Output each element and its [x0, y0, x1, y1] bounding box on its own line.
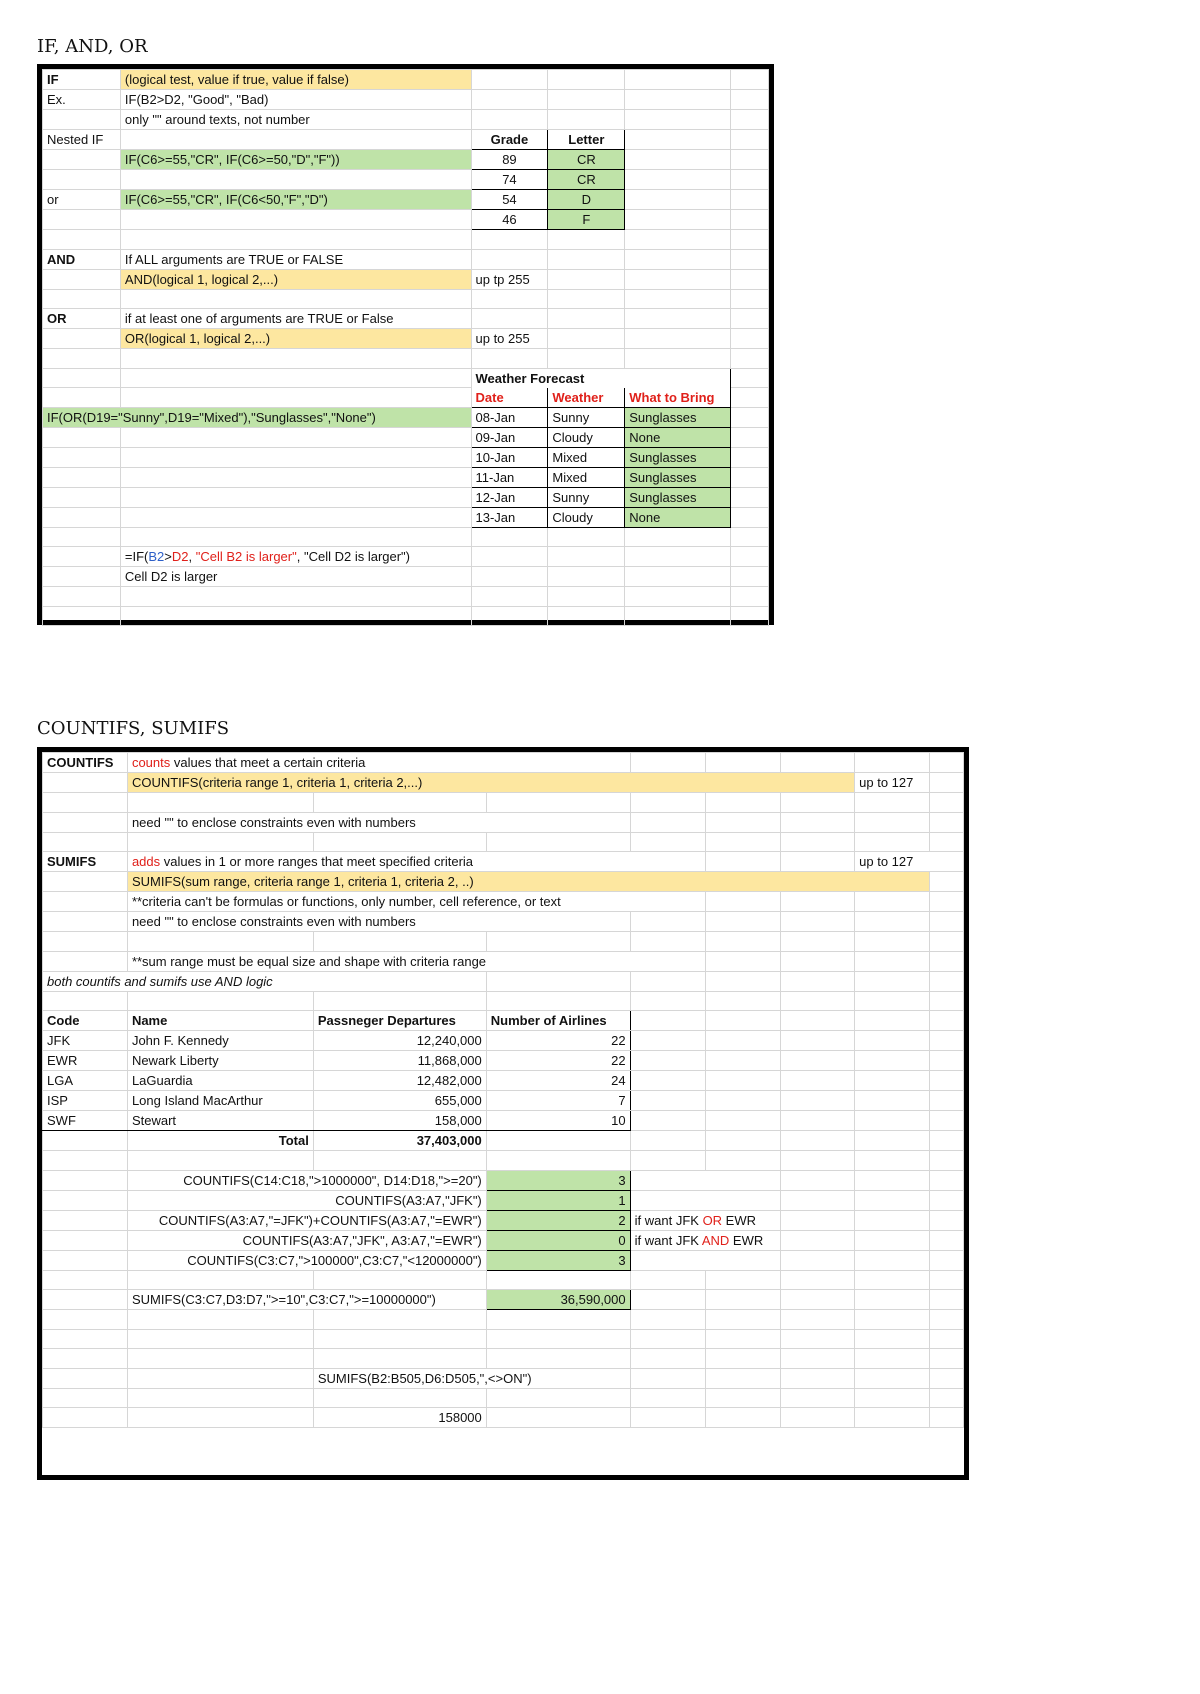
countifs-example-formula[interactable]: COUNTIFS(A3:A7,"=JFK")+COUNTIFS(A3:A7,"=EWR"): [127, 1210, 486, 1230]
airport-code[interactable]: EWR: [43, 1051, 128, 1071]
weather-formula[interactable]: IF(OR(D19="Sunny",D19="Mixed"),"Sunglasses","None"): [43, 407, 472, 427]
sumifs-note-criteria[interactable]: **criteria can't be formulas or functions, only number, cell reference, or text: [127, 892, 705, 912]
airport-code-header[interactable]: Code: [43, 1011, 128, 1031]
total-label[interactable]: Total: [127, 1131, 313, 1151]
airport-airlines[interactable]: 22: [486, 1051, 630, 1071]
countifs-example-result[interactable]: 2: [486, 1210, 630, 1230]
if-syntax[interactable]: (logical test, value if true, value if false): [120, 70, 471, 90]
airport-code[interactable]: LGA: [43, 1071, 128, 1091]
formula-ref-d2: D2: [171, 549, 189, 564]
weather-date-header[interactable]: Date: [471, 388, 548, 408]
or-desc[interactable]: if at least one of arguments are TRUE or False: [120, 309, 471, 329]
sumifs-label[interactable]: SUMIFS: [43, 852, 128, 872]
countifs-desc-highlight: counts: [131, 755, 171, 770]
countifs-example-formula[interactable]: COUNTIFS(A3:A7,"JFK"): [127, 1190, 486, 1210]
countifs-example-note[interactable]: [630, 1230, 780, 1250]
and-label[interactable]: AND: [43, 249, 121, 269]
note-operator: OR: [702, 1212, 723, 1228]
and-syntax[interactable]: AND(logical 1, logical 2,...): [120, 269, 471, 289]
airport-airlines[interactable]: 10: [486, 1111, 630, 1131]
airport-name[interactable]: Newark Liberty: [127, 1051, 313, 1071]
airport-name[interactable]: Long Island MacArthur: [127, 1091, 313, 1111]
note-operator: AND: [701, 1232, 730, 1248]
sumifs-limit[interactable]: up to 127: [855, 852, 964, 872]
note-text: EWR: [729, 1232, 764, 1248]
countifs-example-formula[interactable]: COUNTIFS(C3:C7,">100000",C3:C7,"<12000000"): [127, 1250, 486, 1270]
weather-weather-header[interactable]: Weather: [548, 388, 625, 408]
airport-airlines[interactable]: 24: [486, 1071, 630, 1091]
airport-name[interactable]: John F. Kennedy: [127, 1031, 313, 1051]
section-title-if-and-or: IF, AND, OR: [37, 36, 148, 57]
weather-bring[interactable]: Sunglasses: [625, 407, 731, 427]
airport-airlines[interactable]: 7: [486, 1091, 630, 1111]
airport-departures[interactable]: 11,868,000: [313, 1051, 486, 1071]
sumifs-desc[interactable]: [127, 852, 705, 872]
nested-if-formula[interactable]: IF(C6>=55,"CR", IF(C6>=50,"D","F")): [120, 150, 471, 170]
formula-prefix: =IF(: [124, 549, 149, 564]
letter-cell[interactable]: CR: [548, 150, 625, 170]
formula-operator: >: [164, 549, 172, 564]
logic-note[interactable]: both countifs and sumifs use AND logic: [43, 971, 487, 991]
weather-bring-header[interactable]: What to Bring: [625, 388, 731, 408]
airport-airlines[interactable]: 22: [486, 1031, 630, 1051]
countifs-example-note[interactable]: [630, 1190, 780, 1210]
letter-cell[interactable]: D: [548, 190, 625, 210]
sumifs-example-formula[interactable]: SUMIFS(C3:C7,D3:D7,">=10",C3:C7,">=10000000"): [127, 1290, 486, 1310]
nested-if-label[interactable]: Nested IF: [43, 130, 121, 150]
total-value[interactable]: 37,403,000: [313, 1131, 486, 1151]
weather-date[interactable]: 08-Jan: [471, 407, 548, 427]
and-desc[interactable]: If ALL arguments are TRUE or FALSE: [120, 249, 471, 269]
if-and-or-sheet: [37, 64, 774, 625]
sumifs-example2-result[interactable]: 158000: [313, 1408, 486, 1428]
airport-departures[interactable]: 12,482,000: [313, 1071, 486, 1091]
countifs-sumifs-sheet: [37, 747, 969, 1480]
countifs-label[interactable]: COUNTIFS: [43, 753, 128, 773]
sumifs-desc-highlight: adds: [131, 854, 161, 869]
countifs-desc[interactable]: [127, 753, 630, 773]
note-text: if want JFK: [634, 1232, 702, 1248]
sumifs-note-quotes[interactable]: need "" to enclose constraints even with numbers: [127, 912, 630, 932]
countifs-example-result[interactable]: 3: [486, 1170, 630, 1190]
airport-departures[interactable]: 12,240,000: [313, 1031, 486, 1051]
letter-cell[interactable]: CR: [548, 170, 625, 190]
weather-condition[interactable]: Cloudy: [548, 427, 625, 447]
countifs-example-note[interactable]: [630, 1210, 780, 1230]
airport-code[interactable]: ISP: [43, 1091, 128, 1111]
if-label[interactable]: IF: [43, 70, 121, 90]
countifs-limit[interactable]: up to 127: [855, 773, 930, 793]
weather-bring[interactable]: Sunglasses: [625, 447, 731, 467]
grade-header[interactable]: Grade: [471, 130, 548, 150]
weather-date[interactable]: 10-Jan: [471, 447, 548, 467]
grade-cell[interactable]: 89: [471, 150, 548, 170]
or-limit[interactable]: up to 255: [471, 329, 548, 349]
formula-ref-b2: B2: [148, 549, 165, 564]
letter-cell[interactable]: F: [548, 210, 625, 230]
weather-bring[interactable]: None: [625, 507, 731, 527]
sumifs-syntax[interactable]: SUMIFS(sum range, criteria range 1, criteria 1, criteria 2, ..): [127, 872, 929, 892]
countifs-note[interactable]: need "" to enclose constraints even with numbers: [127, 812, 630, 832]
grade-cell[interactable]: 54: [471, 190, 548, 210]
weather-condition[interactable]: Cloudy: [548, 507, 625, 527]
airport-name-header[interactable]: Name: [127, 1011, 313, 1031]
weather-bring[interactable]: Sunglasses: [625, 487, 731, 507]
airport-name[interactable]: LaGuardia: [127, 1071, 313, 1091]
cell-compare-result[interactable]: Cell D2 is larger: [120, 567, 471, 587]
ex-label[interactable]: Ex.: [43, 90, 121, 110]
countifs-sumifs-grid: [42, 752, 964, 1428]
airport-code[interactable]: JFK: [43, 1031, 128, 1051]
weather-condition[interactable]: Sunny: [548, 487, 625, 507]
ex-formula[interactable]: IF(B2>D2, "Good", "Bad): [120, 90, 471, 110]
weather-title[interactable]: Weather Forecast: [471, 368, 731, 388]
note-text: if want JFK: [634, 1212, 703, 1228]
countifs-example-formula[interactable]: COUNTIFS(C14:C18,">1000000", D14:D18,">=20"): [127, 1170, 486, 1190]
weather-date[interactable]: 13-Jan: [471, 507, 548, 527]
grade-cell[interactable]: 46: [471, 210, 548, 230]
weather-condition[interactable]: Mixed: [548, 467, 625, 487]
if-and-or-grid: [42, 69, 769, 626]
countifs-example-note[interactable]: [630, 1250, 780, 1270]
airport-departures[interactable]: 158,000: [313, 1111, 486, 1131]
airport-name[interactable]: Stewart: [127, 1111, 313, 1131]
or-syntax[interactable]: OR(logical 1, logical 2,...): [120, 329, 471, 349]
sumifs-example2-formula[interactable]: SUMIFS(B2:B505,D6:D505,",<>ON"): [313, 1368, 630, 1388]
or-label[interactable]: or: [43, 190, 121, 210]
countifs-example-result[interactable]: 1: [486, 1190, 630, 1210]
weather-date[interactable]: 11-Jan: [471, 467, 548, 487]
formula-true-text: "Cell B2 is larger": [195, 549, 297, 564]
airport-departures[interactable]: 655,000: [313, 1091, 486, 1111]
weather-condition[interactable]: Mixed: [548, 447, 625, 467]
countifs-desc-text: values that meet a certain criteria: [170, 755, 366, 770]
note-text: EWR: [722, 1212, 757, 1228]
formula-comma: ,: [188, 549, 196, 564]
formula-rest: , "Cell D2 is larger"): [296, 549, 411, 564]
countifs-syntax[interactable]: COUNTIFS(criteria range 1, criteria 1, criteria 2,...): [127, 773, 854, 793]
or-function-label[interactable]: OR: [43, 309, 121, 329]
weather-date[interactable]: 09-Jan: [471, 427, 548, 447]
sumifs-desc-text: values in 1 or more ranges that meet specified criteria: [160, 854, 474, 869]
sumifs-example-result[interactable]: 36,590,000: [486, 1290, 630, 1310]
ex-note[interactable]: only "" around texts, not number: [120, 110, 471, 130]
airport-departures-header[interactable]: Passneger Departures: [313, 1011, 486, 1031]
weather-bring[interactable]: Sunglasses: [625, 467, 731, 487]
and-limit[interactable]: up tp 255: [471, 269, 548, 289]
airport-code[interactable]: SWF: [43, 1111, 128, 1131]
weather-bring[interactable]: None: [625, 427, 731, 447]
countifs-example-result[interactable]: 3: [486, 1250, 630, 1270]
weather-condition[interactable]: Sunny: [548, 407, 625, 427]
section-title-countifs-sumifs: COUNTIFS, SUMIFS: [37, 718, 230, 739]
airport-airlines-header[interactable]: Number of Airlines: [486, 1011, 630, 1031]
letter-header[interactable]: Letter: [548, 130, 625, 150]
cell-compare-formula[interactable]: [120, 547, 471, 567]
weather-date[interactable]: 12-Jan: [471, 487, 548, 507]
countifs-example-formula[interactable]: COUNTIFS(A3:A7,"JFK", A3:A7,"=EWR"): [127, 1230, 486, 1250]
countifs-example-result[interactable]: 0: [486, 1230, 630, 1250]
grade-cell[interactable]: 74: [471, 170, 548, 190]
sumifs-note-range[interactable]: **sum range must be equal size and shape with criteria range: [127, 951, 705, 971]
nested-if-formula-alt[interactable]: IF(C6>=55,"CR", IF(C6<50,"F","D"): [120, 190, 471, 210]
countifs-example-note[interactable]: [630, 1170, 780, 1190]
